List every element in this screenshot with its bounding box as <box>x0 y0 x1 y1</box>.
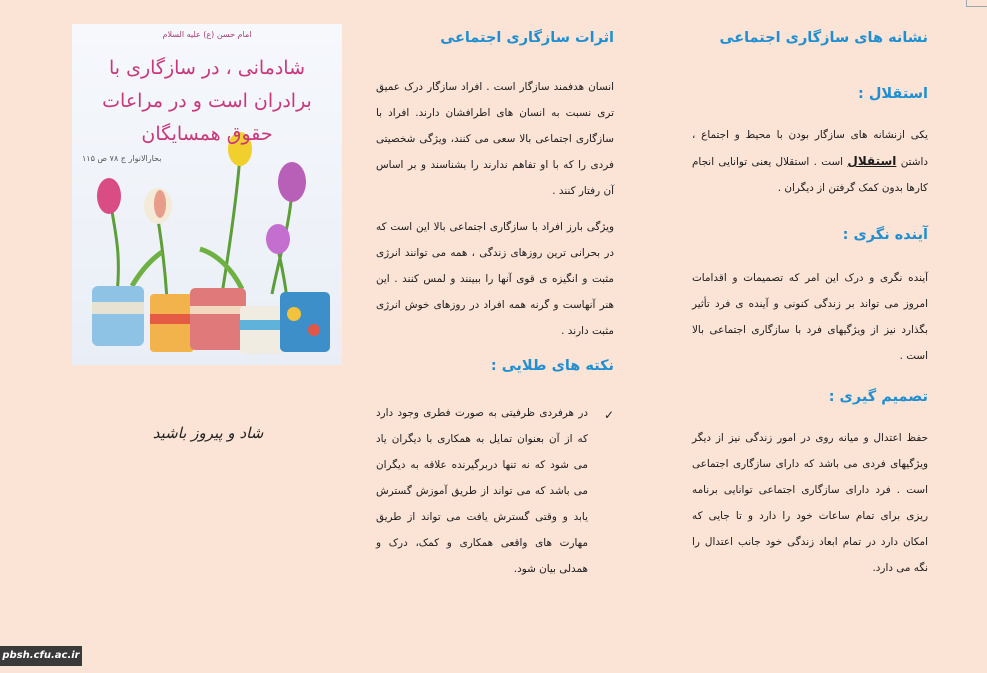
foresight-text: آینده نگری و درک این امر که تصمیمات و اقدامات امروز می تواند بر زندگی کنونی و آینده ی فرد تأثیر بگذارد نیز از ویژگیهای فرد با سازگاری اجتماعی بالا است . <box>692 272 928 362</box>
decision-heading: تصمیم گیری : <box>828 389 928 405</box>
poster-subtitle: امام حسن (ع) عليه السلام <box>162 30 252 39</box>
middle-column <box>376 18 614 582</box>
checkmark-icon: ✓ <box>603 408 614 422</box>
independence-heading: استقلال : <box>857 86 928 102</box>
effects-paragraph-1: انسان هدفمند سازگار است . افراد سازگار درک عمیق تری نسبت به انسان های اطرافشان دارند. افراد با سازگاری اجتماعی بالا سعی می کنند، ویژگی شخصیتی فردی را که با او تفاهم ندارند را بشناسند و بر اساس آن رفتار کنند . <box>376 81 614 197</box>
middle-column-title: اثرات سازگاری اجتماعی <box>440 30 614 46</box>
tulip-poster-image <box>72 24 342 365</box>
golden-point-text: در هرفردی ظرفیتی به صورت فطری وجود دارد که از آن بعنوان تمایل به همکاری با دیگران یاد می شود که نه تنها دربرگیرنده علاقه به دیگران می باشد که می تواند از طریق آموزش گسترش یابد و وقتی گسترش یافت می تواند از طریق مهارت های واقعی همکاری و کمک، درک و همدلی بیان شود. <box>376 407 588 575</box>
golden-point-item <box>376 400 614 582</box>
effects-paragraph-2: ویژگی بارز افراد با سازگاری اجتماعی بالا این است که در بحرانی ترین روزهای زندگی ، همه می توانند انرژی مثبت و انگیزه ی قوی آنها را ببینند و لمس کنند . این هنر آنهاست و گرنه همه افراد در روزهای خوش انرژی مثبت دارند . <box>376 221 614 337</box>
golden-points-heading: نکته های طلایی : <box>490 358 614 374</box>
poster-reference: بحارالانوار ج ۷۸ ص ۱۱۵ <box>82 154 162 163</box>
page-corner-marker <box>966 0 987 7</box>
right-column <box>692 18 928 581</box>
closing-signature: شاد و پیروز باشید <box>152 424 264 442</box>
poster-title: شادمانی ، در سازگاری با برادران است و در مراعات حقوق همسایگان <box>102 57 312 145</box>
site-watermark: pbsh.cfu.ac.ir <box>0 646 82 666</box>
independence-text-a: یکی ازنشانه های سازگار بودن با محیط و اجتماع ، داشتن <box>692 129 928 168</box>
right-column-title: نشانه های سازگاری اجتماعی <box>719 30 928 46</box>
independence-text-b: است . استقلال یعنی توانایی انجام کارها بدون کمک گرفتن از دیگران . <box>692 156 928 194</box>
independence-emphasis: استقلال <box>847 154 897 168</box>
independence-text <box>692 122 928 201</box>
foresight-heading: آینده نگری : <box>842 227 928 243</box>
decision-text: حفظ اعتدال و میانه روی در امور زندگی نیز از دیگر ویژگیهای فردی می باشد که دارای سازگاری اجتماعی است . فرد دارای سازگاری اجتماعی توانایی برنامه ریزی برای تمام ساعات خود را دارد و تا جایی که امکان دارد در تمام ابعاد زندگی خود جانب اعتدال را نگه می دارد. <box>692 432 928 574</box>
